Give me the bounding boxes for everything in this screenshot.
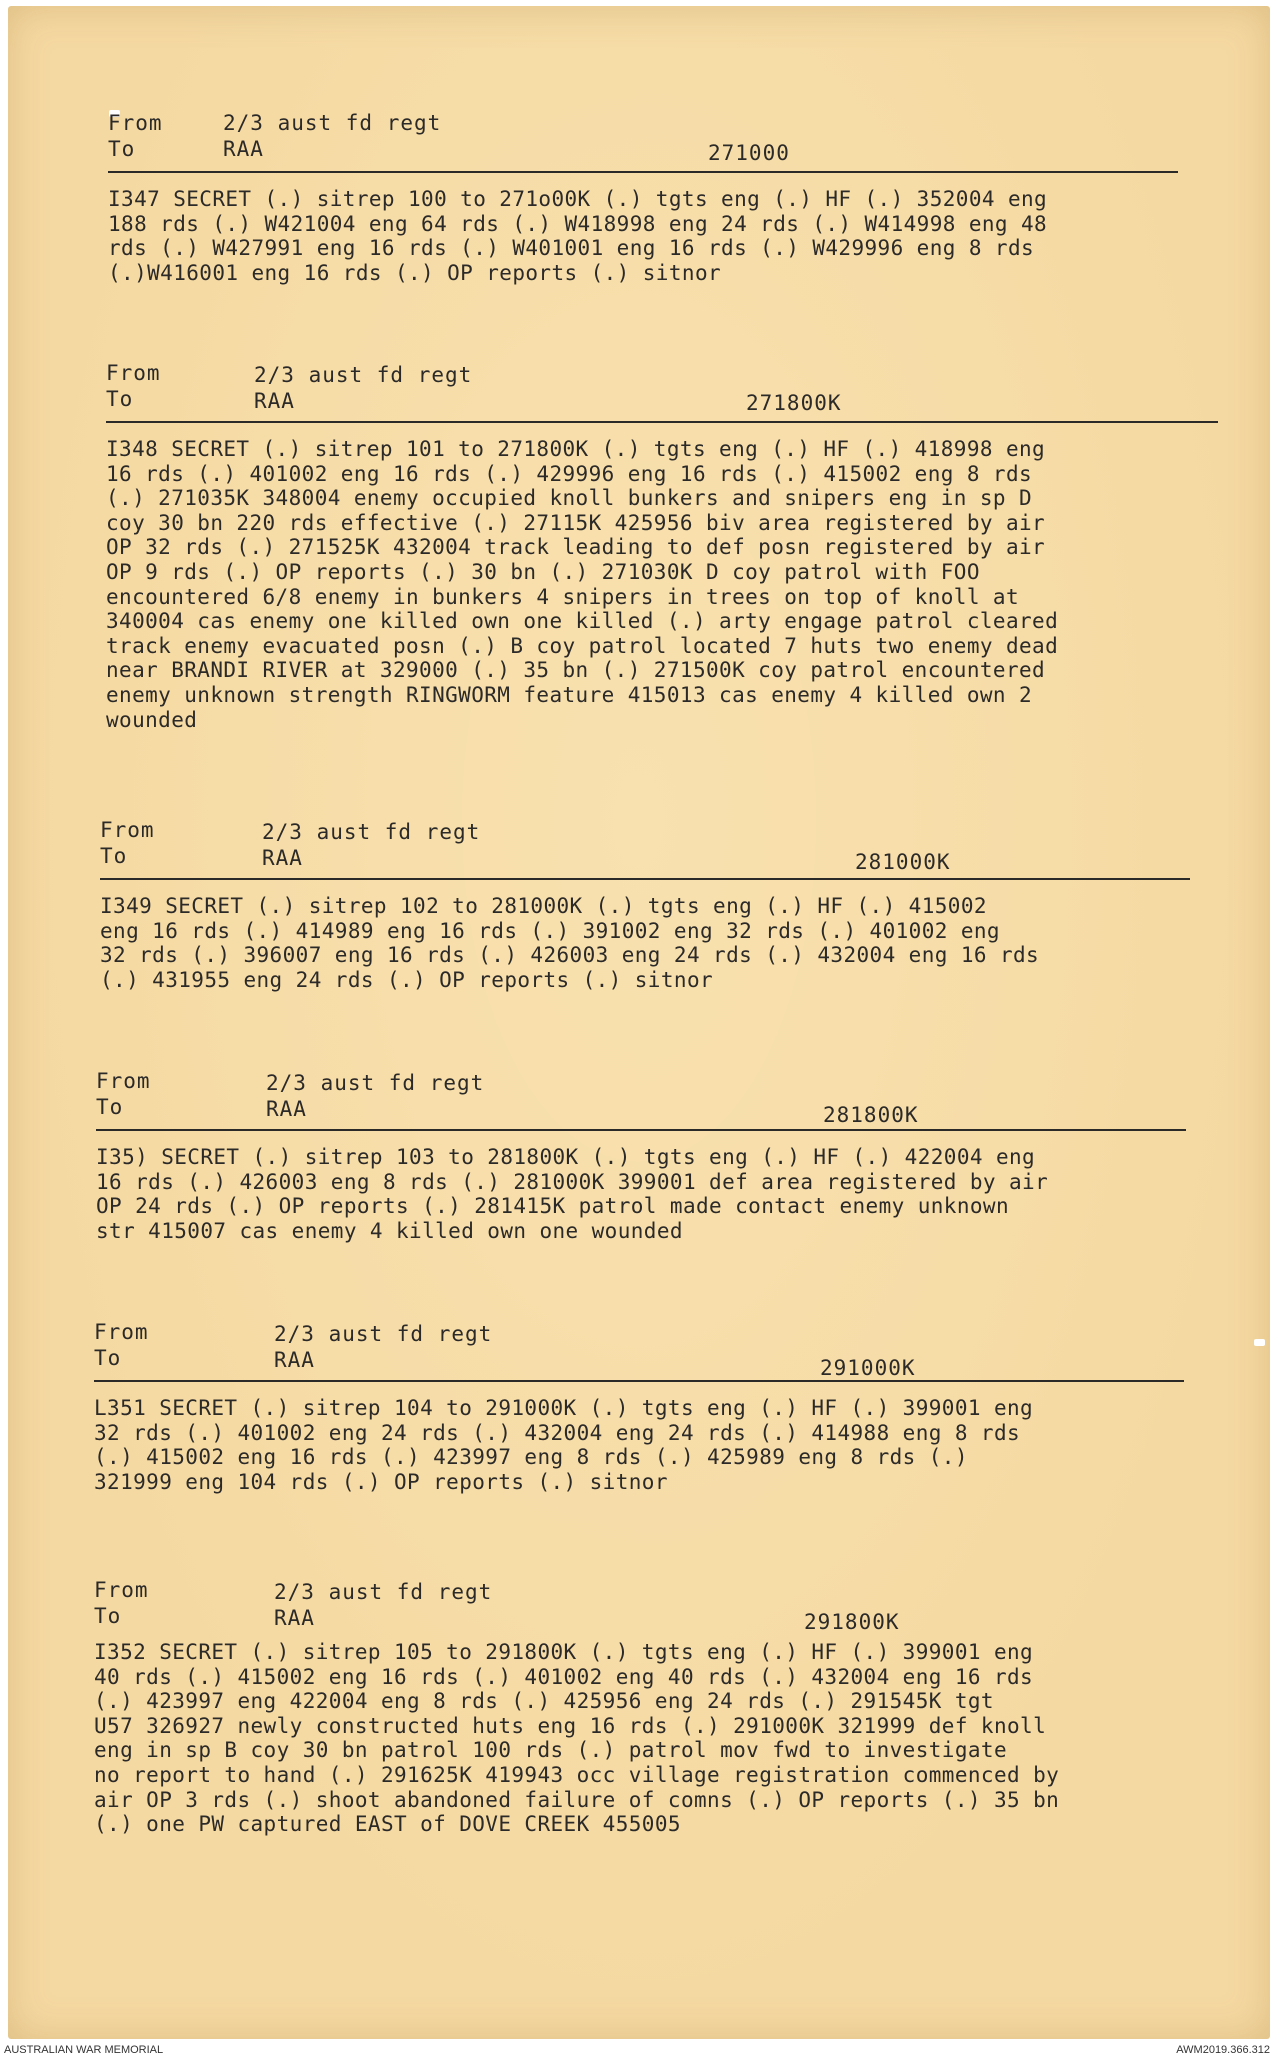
message-header [106, 361, 1218, 421]
footer-accession-number: AWM2019.366.312 [1176, 2044, 1270, 2056]
from-unit: 2/3 aust fd regt [262, 820, 481, 844]
from-unit: 2/3 aust fd regt [223, 111, 442, 135]
to-label: To [106, 387, 134, 411]
from-label: From [108, 111, 163, 135]
to-label: To [108, 137, 136, 161]
header-rule [96, 1129, 1186, 1131]
message-header [100, 818, 1190, 878]
date-time-group: 291800K [804, 1610, 900, 1634]
to-unit: RAA [223, 137, 264, 161]
header-rule [106, 421, 1218, 423]
to-label: To [94, 1604, 122, 1628]
message-header [94, 1578, 1194, 1634]
from-unit: 2/3 aust fd regt [274, 1580, 493, 1604]
footer-institution: AUSTRALIAN WAR MEMORIAL [4, 2044, 164, 2056]
punch-hole [1254, 1339, 1265, 1346]
message-header [108, 111, 1178, 171]
to-label: To [96, 1095, 124, 1119]
message-text: I349 SECRET (.) sitrep 102 to 281000K (.) tgts eng (.) HF (.) 415002 eng 16 rds (.) 414989 eng 16 rds (.) 391002 eng 32 rds (.) 401002 eng 32 rds (.) 396007 eng 16 rds (.) 426003 eng 24 rds (.) 432004 eng 16 rds (.) 431955 eng 24 rds (.) OP reports (.) sitnor [100, 894, 1040, 992]
message-text: I348 SECRET (.) sitrep 101 to 271800K (.) tgts eng (.) HF (.) 418998 eng 16 rds (.) 401002 eng 16 rds (.) 429996 eng 16 rds (.) 415002 eng 8 rds (.) 271035K 348004 enemy occupied knoll bunkers and snipers eng in sp D coy 30 bn 220 rds effective (.) 27115K 425956 biv area registered by air OP 32 rds (.) 271525K 432004 track leading to def posn registered by air OP 9 rds (.) OP reports (.) 30 bn (.) 271030K D coy patrol with FOO encountered 6/8 enemy in bunkers 4 snipers in trees on top of knoll at 340004 cas enemy one killed own one killed (.) arty engage patrol cleared track enemy evacuated posn (.) B coy patrol located 7 huts two enemy dead near BRANDI RIVER at 329000 (.) 35 bn (.) 271500K coy patrol encountered enemy unknown strength RINGWORM feature 415013 cas enemy 4 killed own 2 wounded [106, 437, 1059, 732]
to-label: To [100, 844, 128, 868]
header-rule [94, 1380, 1184, 1382]
date-time-group: 271000 [708, 141, 790, 165]
date-time-group: 271800K [746, 391, 842, 415]
from-unit: 2/3 aust fd regt [254, 363, 473, 387]
message-header [96, 1069, 1186, 1129]
message-block [100, 818, 1190, 992]
from-label: From [94, 1578, 149, 1602]
date-time-group: 281000K [855, 850, 951, 874]
from-label: From [100, 818, 155, 842]
to-unit: RAA [274, 1606, 315, 1630]
message-block [94, 1320, 1184, 1494]
to-unit: RAA [262, 846, 303, 870]
message-text: L351 SECRET (.) sitrep 104 to 291000K (.) tgts eng (.) HF (.) 399001 eng 32 rds (.) 401002 eng 24 rds (.) 432004 eng 24 rds (.) 414988 eng 8 rds (.) 415002 eng 16 rds (.) 423997 eng 8 rds (.) 425989 eng 8 rds (.) 321999 eng 104 rds (.) OP reports (.) sitnor [94, 1396, 1034, 1494]
from-unit: 2/3 aust fd regt [274, 1322, 493, 1346]
from-label: From [106, 361, 161, 385]
from-label: From [94, 1320, 149, 1344]
document-page [8, 6, 1270, 2039]
message-block [94, 1578, 1194, 1837]
message-text: I347 SECRET (.) sitrep 100 to 271o00K (.) tgts eng (.) HF (.) 352004 eng 188 rds (.) W421004 eng 64 rds (.) W418998 eng 24 rds (.) W414998 eng 48 rds (.) W427991 eng 16 rds (.) W401001 eng 16 rds (.) W429996 eng 8 rds (.)W416001 eng 16 rds (.) OP reports (.) sitnor [108, 187, 1048, 285]
from-unit: 2/3 aust fd regt [266, 1071, 485, 1095]
message-text: I35) SECRET (.) sitrep 103 to 281800K (.) tgts eng (.) HF (.) 422004 eng 16 rds (.) 426003 eng 8 rds (.) 281000K 399001 def area registered by air OP 24 rds (.) OP reports (.) 281415K patrol made contact enemy unknown str 415007 cas enemy 4 killed own one wounded [96, 1145, 1049, 1243]
to-unit: RAA [266, 1097, 307, 1121]
header-rule [100, 878, 1190, 880]
message-text: I352 SECRET (.) sitrep 105 to 291800K (.) tgts eng (.) HF (.) 399001 eng 40 rds (.) 415002 eng 16 rds (.) 401002 eng 40 rds (.) 432004 eng 16 rds (.) 423997 eng 422004 eng 8 rds (.) 425956 eng 24 rds (.) 291545K tgt U57 326927 newly constructed huts eng 16 rds (.) 291000K 321999 def knoll eng in sp B coy 30 bn patrol 100 rds (.) patrol mov fwd to investigate no report to hand (.) 291625K 419943 occ village registration commenced by air OP 3 rds (.) shoot abandoned failure of comns (.) OP reports (.) 35 bn (.) one PW captured EAST of DOVE CREEK 455005 [94, 1640, 1060, 1837]
date-time-group: 281800K [823, 1103, 919, 1127]
from-label: From [96, 1069, 151, 1093]
to-unit: RAA [274, 1348, 315, 1372]
message-block [106, 361, 1218, 732]
message-block [96, 1069, 1186, 1243]
message-block [108, 111, 1178, 285]
message-header [94, 1320, 1184, 1380]
date-time-group: 291000K [820, 1356, 916, 1380]
to-unit: RAA [254, 389, 295, 413]
header-rule [108, 171, 1178, 173]
to-label: To [94, 1346, 122, 1370]
